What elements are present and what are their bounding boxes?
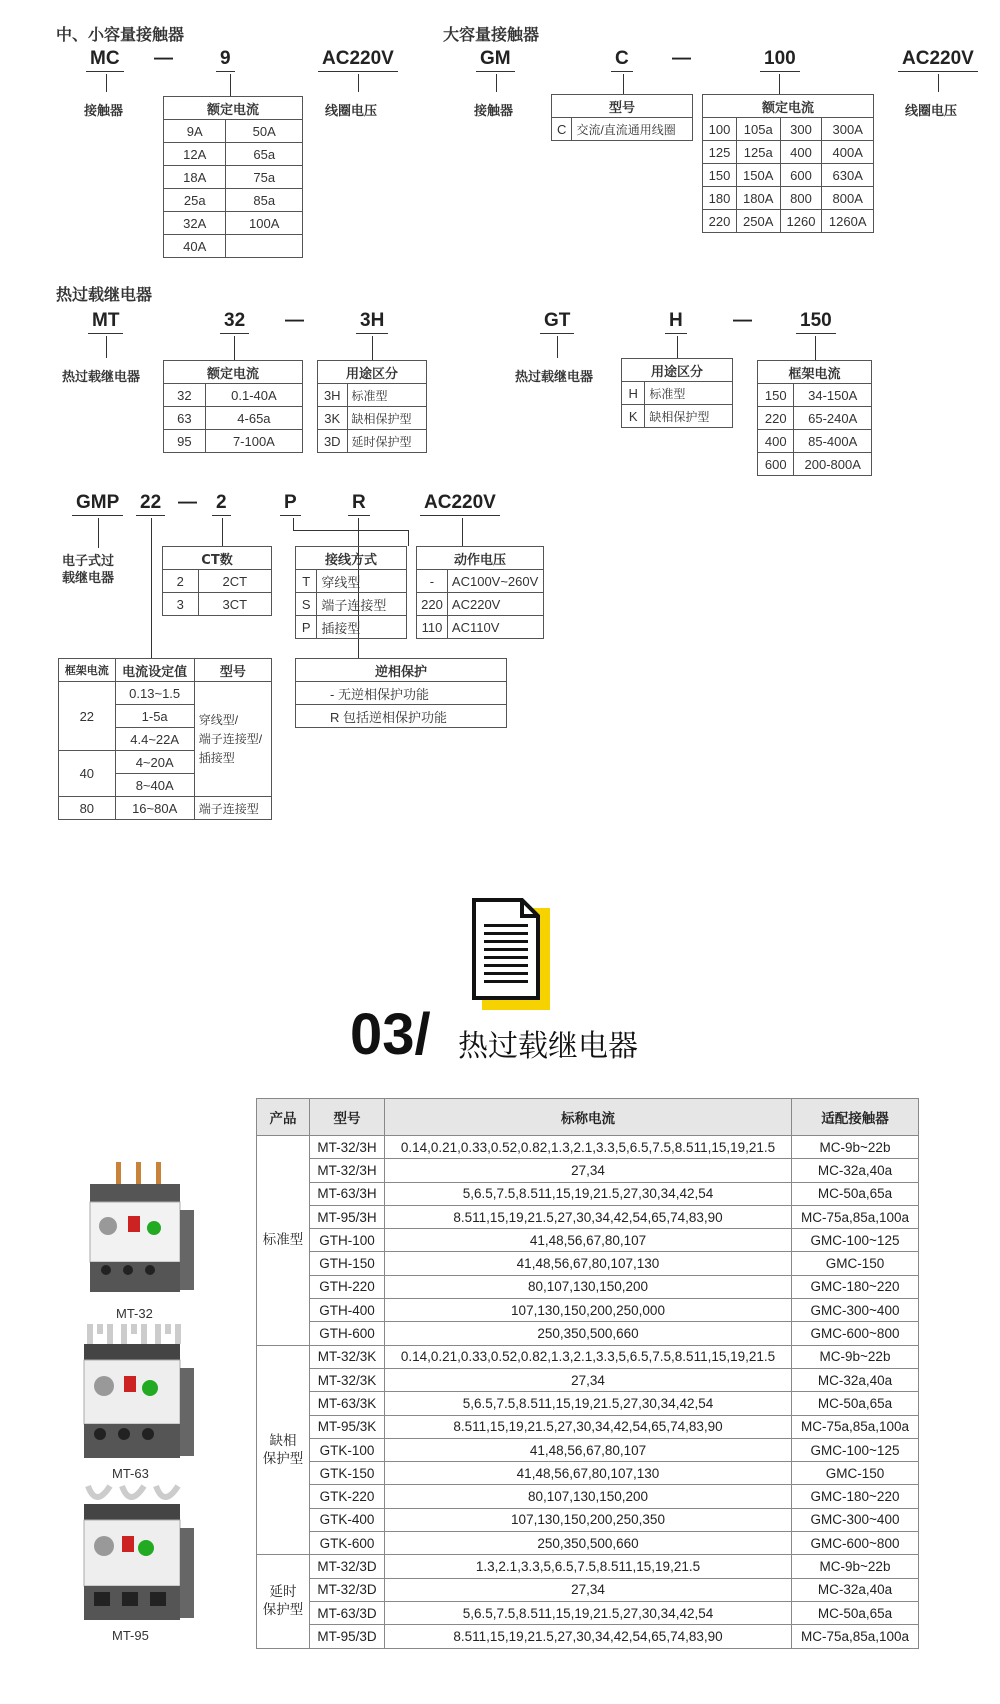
gt-code-use: H <box>665 310 687 334</box>
table-row <box>257 1159 919 1182</box>
cell-contactor: GMC-100~125 <box>792 1438 919 1461</box>
mt-rated-table: 额定电流 32 0.1-40A 63 4-65a 95 7-100A <box>163 360 303 453</box>
gt-use-table: 用途区分 H 标准型 K 缺相保护型 <box>621 358 733 428</box>
cell-contactor: GMC-300~400 <box>792 1299 919 1322</box>
gt-code-frame: 150 <box>796 310 836 334</box>
cell-model: GTH-400 <box>310 1299 385 1322</box>
cell-current: 250,350,500,660 <box>385 1532 792 1555</box>
table-row <box>257 1299 919 1322</box>
cell-model: GTK-100 <box>310 1438 385 1461</box>
table-row <box>257 1136 919 1159</box>
cell-model: MT-32/3H <box>310 1159 385 1182</box>
cell-current: 8.511,15,19,21.5,27,30,34,42,54,65,74,83,90 <box>385 1625 792 1648</box>
cell-model: MT-32/3K <box>310 1368 385 1391</box>
mc-code-dash: — <box>154 48 173 69</box>
table-row <box>257 1368 919 1391</box>
gmp-code-reverse: R <box>348 492 370 516</box>
product-image-mt63 <box>80 1322 196 1466</box>
mt-code-current: 32 <box>220 310 249 334</box>
cell-contactor: MC-9b~22b <box>792 1136 919 1159</box>
cell-current: 5,6.5,7.5,8.511,15,19,21.5,27,30,34,42,54 <box>385 1601 792 1624</box>
table-row <box>257 1345 919 1368</box>
gm-code-dash: — <box>672 48 691 69</box>
table-row <box>257 1578 919 1601</box>
gmp-code-dash: — <box>178 492 197 513</box>
mc-contactor-label: 接触器 <box>84 104 124 119</box>
gt-code-series: GT <box>540 310 574 334</box>
cell-model: GTK-220 <box>310 1485 385 1508</box>
cell-contactor: MC-32a,40a <box>792 1368 919 1391</box>
gm-code-voltage: AC220V <box>898 48 978 72</box>
gm-code-current: 100 <box>760 48 800 72</box>
gmp-relay-label-2: 载继电器 <box>62 571 115 586</box>
table-row <box>257 1205 919 1228</box>
cell-contactor: MC-32a,40a <box>792 1578 919 1601</box>
table-row <box>257 1322 919 1345</box>
cell-model: GTK-400 <box>310 1508 385 1531</box>
heading-number: 03/ <box>350 1002 431 1067</box>
mt-code-series: MT <box>88 310 123 334</box>
mc-coil-label: 线圈电压 <box>325 104 378 119</box>
mc-code-current: 9 <box>216 48 235 72</box>
table-row <box>257 1601 919 1624</box>
cell-current: 41,48,56,67,80,107 <box>385 1438 792 1461</box>
cell-contactor: GMC-600~800 <box>792 1532 919 1555</box>
table-row <box>257 1275 919 1298</box>
cell-model: MT-63/3K <box>310 1392 385 1415</box>
cell-contactor: MC-50a,65a <box>792 1392 919 1415</box>
table-row <box>257 1462 919 1485</box>
cell-current: 8.511,15,19,21.5,27,30,34,42,54,65,74,83,90 <box>385 1415 792 1438</box>
cell-contactor: MC-75a,85a,100a <box>792 1205 919 1228</box>
table-row <box>257 1182 919 1205</box>
cell-current: 41,48,56,67,80,107,130 <box>385 1462 792 1485</box>
mt-code-dash: — <box>285 310 304 331</box>
gmp-frame-table: 框架电流 电流设定值 型号 22 0.13~1.5 穿线型/ 端子连接型/ 插接型 1-5a 4.4~22A 40 4~20A 8~40A 80 16~80A 端子连接型 <box>58 658 272 820</box>
cell-contactor: GMC-600~800 <box>792 1322 919 1345</box>
gm-contactor-label: 接触器 <box>474 104 514 119</box>
table-row <box>257 1508 919 1531</box>
cell-current: 0.14,0.21,0.33,0.52,0.82,1.3,2.1,3.3,5,6.5,7.5,8.511,15,19,21.5 <box>385 1136 792 1159</box>
table-row <box>257 1555 919 1578</box>
cell-contactor: GMC-300~400 <box>792 1508 919 1531</box>
table-row <box>257 1438 919 1461</box>
cell-contactor: GMC-180~220 <box>792 1275 919 1298</box>
cell-model: GTK-600 <box>310 1532 385 1555</box>
cell-contactor: MC-50a,65a <box>792 1601 919 1624</box>
gm-coil-label: 线圈电压 <box>905 104 958 119</box>
cell-current: 5,6.5,7.5,8.511,15,19,21.5,27,30,34,42,54 <box>385 1392 792 1415</box>
product-caption-mt95: MT-95 <box>112 1628 149 1643</box>
cell-current: 1.3,2.1,3.3,5,6.5,7.5,8.511,15,19,21.5 <box>385 1555 792 1578</box>
cell-current: 250,350,500,660 <box>385 1322 792 1345</box>
document-icon <box>470 898 550 1010</box>
gmp-reverse-table: 逆相保护 - 无逆相保护功能 R 包括逆相保护功能 <box>295 658 507 728</box>
gt-code-dash: — <box>733 310 752 331</box>
col-header-current: 标称电流 <box>385 1099 792 1136</box>
cell-model: MT-32/3D <box>310 1578 385 1601</box>
cell-model: MT-32/3D <box>310 1555 385 1578</box>
gmp-code-voltage: AC220V <box>420 492 500 516</box>
table-row <box>257 1625 919 1648</box>
cell-contactor: GMC-180~220 <box>792 1485 919 1508</box>
cell-model: MT-63/3H <box>310 1182 385 1205</box>
mt-code-use: 3H <box>356 310 388 334</box>
col-header-product: 产品 <box>257 1099 310 1136</box>
cell-model: MT-32/3K <box>310 1345 385 1368</box>
group-label: 延时 保护型 <box>257 1555 310 1648</box>
section-title-small-contactor: 中、小容量接触器 <box>56 25 185 44</box>
mc-code-series: MC <box>86 48 124 72</box>
cell-current: 107,130,150,200,250,350 <box>385 1508 792 1531</box>
cell-model: MT-95/3K <box>310 1415 385 1438</box>
gt-frame-table: 框架电流 150 34-150A 220 65-240A 400 85-400A 600 200-800A <box>757 360 872 476</box>
cell-current: 27,34 <box>385 1368 792 1391</box>
cell-current: 80,107,130,150,200 <box>385 1275 792 1298</box>
gmp-wiring-table: 接线方式 T 穿线型 S 端子连接型 P 插接型 <box>295 546 407 639</box>
group-label: 标准型 <box>257 1136 310 1346</box>
product-image-mt32 <box>86 1160 196 1304</box>
cell-current: 27,34 <box>385 1159 792 1182</box>
cell-contactor: MC-9b~22b <box>792 1555 919 1578</box>
table-row <box>257 1415 919 1438</box>
cell-current: 41,48,56,67,80,107,130 <box>385 1252 792 1275</box>
gt-relay-label: 热过载继电器 <box>515 370 594 385</box>
col-header-model: 型号 <box>310 1099 385 1136</box>
cell-model: GTH-150 <box>310 1252 385 1275</box>
table-row <box>257 1392 919 1415</box>
cell-model: GTH-220 <box>310 1275 385 1298</box>
product-caption-mt63: MT-63 <box>112 1466 149 1481</box>
cell-contactor: GMC-150 <box>792 1252 919 1275</box>
cell-model: GTK-150 <box>310 1462 385 1485</box>
table-row <box>257 1532 919 1555</box>
gmp-code-frame: 22 <box>136 492 165 516</box>
cell-contactor: MC-75a,85a,100a <box>792 1625 919 1648</box>
cell-model: MT-95/3D <box>310 1625 385 1648</box>
mt-relay-label: 热过载继电器 <box>62 370 141 385</box>
cell-model: MT-63/3D <box>310 1601 385 1624</box>
cell-contactor: MC-9b~22b <box>792 1345 919 1368</box>
cell-current: 41,48,56,67,80,107 <box>385 1229 792 1252</box>
cell-contactor: MC-32a,40a <box>792 1159 919 1182</box>
product-image-mt95 <box>80 1484 196 1628</box>
table-row <box>257 1485 919 1508</box>
gmp-voltage-table: 动作电压 - AC100V~260V 220 AC220V 110 AC110V <box>416 546 544 639</box>
cell-contactor: MC-75a,85a,100a <box>792 1415 919 1438</box>
cell-current: 107,130,150,200,250,000 <box>385 1299 792 1322</box>
mc-rated-table: 额定电流 9A 50A 12A 65a 18A 75a 25a 85a 32A 100A 40A <box>163 96 303 258</box>
group-label: 缺相 保护型 <box>257 1345 310 1555</box>
col-header-contactor: 适配接触器 <box>792 1099 919 1136</box>
cell-contactor: GMC-150 <box>792 1462 919 1485</box>
cell-model: MT-32/3H <box>310 1136 385 1159</box>
gmp-code-ct: 2 <box>212 492 231 516</box>
gmp-code-wiring: P <box>280 492 301 516</box>
cell-current: 8.511,15,19,21.5,27,30,34,42,54,65,74,83,90 <box>385 1205 792 1228</box>
table-row <box>257 1252 919 1275</box>
thermal-relay-table <box>256 1098 919 1649</box>
gmp-relay-label-1: 电子式过 <box>62 554 115 569</box>
table-row <box>257 1229 919 1252</box>
cell-current: 27,34 <box>385 1578 792 1601</box>
gmp-ct-table: CT数 2 2CT 3 3CT <box>162 546 272 616</box>
cell-model: GTH-600 <box>310 1322 385 1345</box>
cell-contactor: MC-50a,65a <box>792 1182 919 1205</box>
mc-code-voltage: AC220V <box>318 48 398 72</box>
cell-model: GTH-100 <box>310 1229 385 1252</box>
product-caption-mt32: MT-32 <box>116 1306 153 1321</box>
gm-type-table: 型号 C 交流/直流通用线圈 <box>551 94 693 141</box>
cell-model: MT-95/3H <box>310 1205 385 1228</box>
cell-current: 0.14,0.21,0.33,0.52,0.82,1.3,2.1,3.3,5,6.5,7.5,8.511,15,19,21.5 <box>385 1345 792 1368</box>
cell-current: 5,6.5,7.5,8.511,15,19,21.5,27,30,34,42,54 <box>385 1182 792 1205</box>
heading-title: 热过载继电器 <box>458 1029 638 1064</box>
section-title-thermal-relay: 热过载继电器 <box>56 285 153 304</box>
gm-code-series: GM <box>476 48 515 72</box>
gmp-code-series: GMP <box>72 492 123 516</box>
mt-use-table: 用途区分 3H 标准型 3K 缺相保护型 3D 延时保护型 <box>317 360 427 453</box>
gm-code-type: C <box>611 48 633 72</box>
cell-contactor: GMC-100~125 <box>792 1229 919 1252</box>
section-title-large-contactor: 大容量接触器 <box>443 25 540 44</box>
gm-rated-table: 额定电流 100 105a 300 300A 125 125a 400 400A 150 150A 600 630A 180 180A 800 800A 220 250A 1260 1260A <box>702 94 874 233</box>
cell-current: 80,107,130,150,200 <box>385 1485 792 1508</box>
